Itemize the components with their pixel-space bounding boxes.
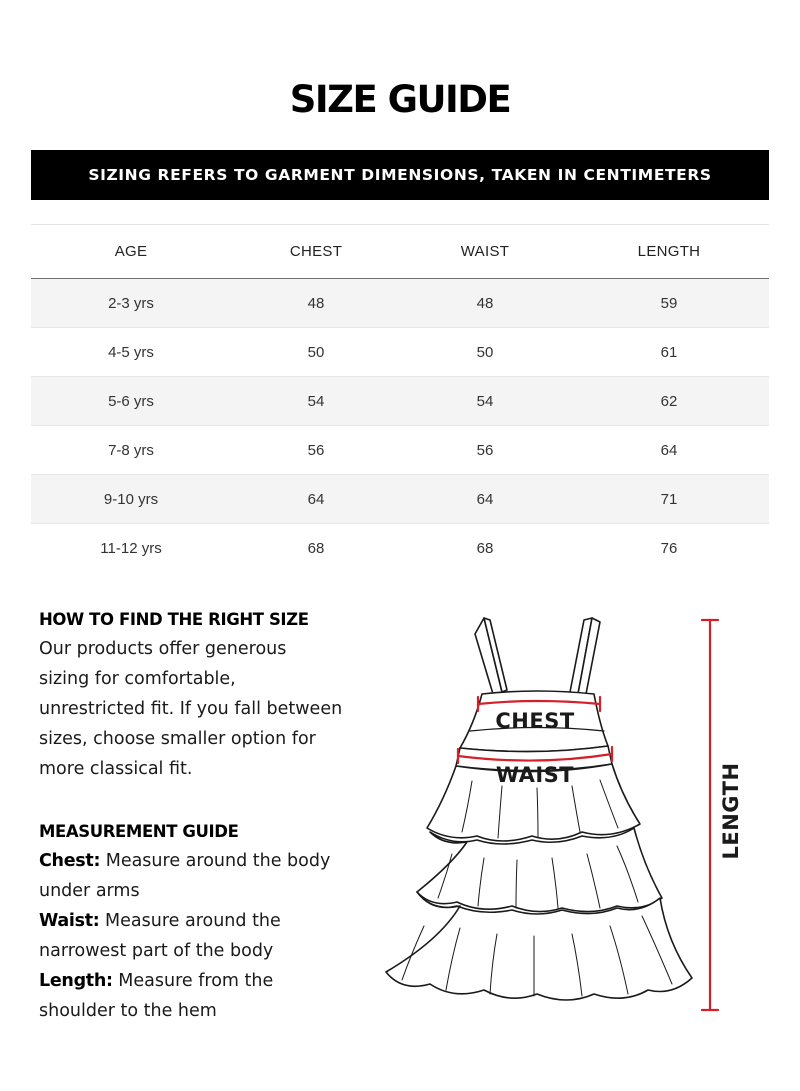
header-length: LENGTH xyxy=(569,225,769,279)
waist-text: Measure around the xyxy=(99,911,281,931)
cell-chest: 68 xyxy=(307,539,325,557)
fit-line: sizes, choose smaller option for xyxy=(39,729,316,749)
cell-waist: 50 xyxy=(401,328,569,377)
header-chest: CHEST xyxy=(231,225,401,279)
length-instruction-cont: shoulder to the hem xyxy=(39,1001,217,1021)
cell-length: 62 xyxy=(569,377,769,426)
table-row xyxy=(31,328,769,377)
cell-waist: 56 xyxy=(401,426,569,475)
chest-diagram-label: CHEST xyxy=(495,709,575,733)
cell-age: 9-10 yrs xyxy=(31,475,231,524)
cell-age: 2-3 yrs xyxy=(31,279,231,328)
fit-heading: HOW TO FIND THE RIGHT SIZE xyxy=(39,610,309,629)
measurement-heading: MEASUREMENT GUIDE xyxy=(39,822,239,841)
fit-line: unrestricted fit. If you fall between xyxy=(39,699,343,719)
cell-length: 59 xyxy=(569,279,769,328)
cell-waist: 54 xyxy=(401,377,569,426)
length-instruction xyxy=(39,966,359,996)
tier-2 xyxy=(417,828,662,912)
cell-age: 5-6 yrs xyxy=(31,377,231,426)
header-waist: WAIST xyxy=(401,225,569,279)
waist-instruction xyxy=(39,906,359,936)
page-title: SIZE GUIDE xyxy=(289,78,511,121)
chest-text: Measure around the body xyxy=(100,851,331,871)
table-row xyxy=(31,524,769,573)
length-label: Length: xyxy=(39,971,113,991)
cell-chest: 64 xyxy=(231,475,401,524)
table-row xyxy=(31,426,769,475)
waist-diagram-label: WAIST xyxy=(495,763,575,787)
cell-chest: 54 xyxy=(231,377,401,426)
chest-instruction-cont: under arms xyxy=(39,881,140,901)
cell-length: 64 xyxy=(569,426,769,475)
fit-line: more classical fit. xyxy=(39,759,193,779)
cell-age: 4-5 yrs xyxy=(31,328,231,377)
cell-waist: 68 xyxy=(476,539,494,557)
cell-length: 61 xyxy=(569,328,769,377)
waist-label: Waist: xyxy=(39,911,100,931)
size-table xyxy=(31,224,769,573)
spacer xyxy=(39,784,359,818)
table-row xyxy=(31,377,769,426)
chest-label: Chest: xyxy=(39,851,101,871)
length-text: Measure from the xyxy=(112,971,274,991)
chest-instruction xyxy=(39,846,359,876)
cell-waist: 64 xyxy=(401,475,569,524)
sizing-banner: SIZING REFERS TO GARMENT DIMENSIONS, TAKEN IN CENTIMETERS xyxy=(31,150,769,200)
cell-chest: 56 xyxy=(231,426,401,475)
cell-age: 7-8 yrs xyxy=(31,426,231,475)
waist-instruction-cont: narrowest part of the body xyxy=(39,941,274,961)
table-header-row xyxy=(31,225,769,279)
cell-waist: 48 xyxy=(401,279,569,328)
size-guide-text xyxy=(39,606,359,1026)
table-row xyxy=(31,475,769,524)
cell-chest: 48 xyxy=(231,279,401,328)
fit-line: Our products offer generous xyxy=(39,639,287,659)
fit-line: sizing for comfortable, xyxy=(39,669,236,689)
dress-measurement-diagram xyxy=(372,596,772,1036)
cell-age: 11-12 yrs xyxy=(100,539,162,557)
cell-length: 71 xyxy=(569,475,769,524)
table-row xyxy=(31,279,769,328)
length-diagram-label: LENGTH xyxy=(719,762,743,860)
cell-length: 76 xyxy=(660,539,678,557)
cell-chest: 50 xyxy=(231,328,401,377)
header-age: AGE xyxy=(31,225,231,279)
